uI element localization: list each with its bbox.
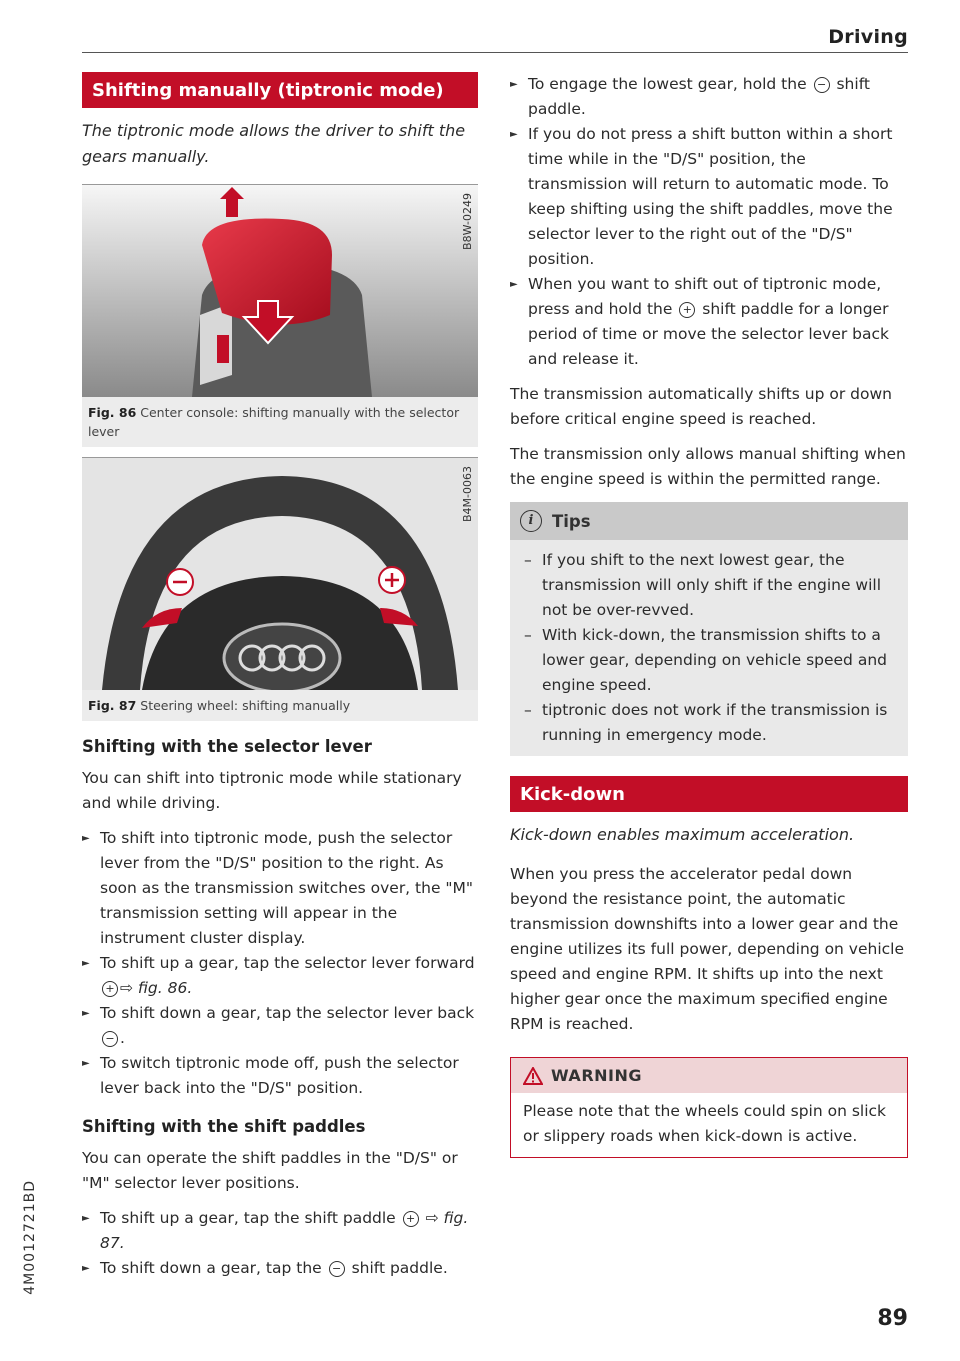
figure-86 — [82, 184, 478, 397]
intro-text: The tiptronic mode allows the driver to shift the gears manually. — [82, 121, 466, 166]
warning-title: WARNING — [551, 1066, 642, 1085]
header-rule — [82, 52, 908, 53]
plus-symbol-icon: + — [403, 1211, 419, 1227]
selector-lever-illustration — [82, 185, 478, 397]
figure-87 — [82, 457, 478, 690]
document-code: 4M0012721BD — [22, 1180, 38, 1295]
fig87-caption: Fig. 87 Steering wheel: shifting manually — [82, 690, 478, 721]
bullet-item: ► If you do not press a shift button within a short time while in the "D/S" position, the transmission will return to automatic mode. To keep shifting using the shift paddles, move the selector lever to the right out of the "D/S" position. — [510, 122, 908, 272]
bullet-item: ► To shift down a gear, tap the selector lever back − . — [82, 1001, 478, 1051]
left-column — [82, 72, 478, 1281]
minus-symbol-icon: − — [814, 77, 830, 93]
tips-title: Tips — [552, 511, 591, 531]
fig-code: B4M-0063 — [461, 466, 474, 522]
heading-selector-lever: Shifting with the selector lever — [82, 737, 372, 756]
bullet-item: ► To switch tiptronic mode off, push the selector lever back into the "D/S" position. — [82, 1051, 478, 1101]
bullet-item: ► To engage the lowest gear, hold the − shift paddle. — [510, 72, 908, 122]
bullet-item: ► When you want to shift out of tiptronic mode, press and hold the + shift paddle for a longer period of time or move the selector lever back and release it. — [510, 272, 908, 372]
tips-box — [510, 502, 908, 756]
bullet-item: ► To shift up a gear, tap the shift paddle + ⇨ fig. 87. — [82, 1206, 478, 1256]
paragraph: You can shift into tiptronic mode while stationary and while driving. — [82, 769, 462, 812]
right-column — [510, 72, 908, 1158]
minus-symbol-icon: − — [329, 1261, 345, 1277]
warning-triangle-icon — [523, 1067, 543, 1085]
heading-tiptronic: Shifting manually (tiptronic mode) — [82, 72, 478, 108]
warning-text: Please note that the wheels could spin on slick or slippery roads when kick-down is active. — [523, 1102, 887, 1145]
paragraph: The transmission only allows manual shifting when the engine speed is within the permitted range. — [510, 445, 906, 488]
heading-shift-paddles: Shifting with the shift paddles — [82, 1117, 366, 1136]
info-icon: i — [520, 510, 542, 532]
tip-item: – tiptronic does not work if the transmission is running in emergency mode. — [510, 698, 908, 748]
paragraph: You can operate the shift paddles in the "D/S" or "M" selector lever positions. — [82, 1149, 458, 1192]
paragraph: When you press the accelerator pedal down beyond the resistance point, the automatic transmission downshifts into a lower gear and the engine utilizes its full power, depending on vehicle speed and engine RPM. It shifts up into the next higher gear once the maximum specified engine RPM is reached. — [510, 865, 905, 1033]
warning-box — [510, 1057, 908, 1158]
steering-wheel-illustration — [82, 458, 478, 690]
minus-symbol-icon: − — [102, 1031, 118, 1047]
kick-intro: Kick-down enables maximum acceleration. — [510, 825, 855, 844]
paragraph: The transmission automatically shifts up or down before critical engine speed is reached. — [510, 385, 892, 428]
bullet-item: ► To shift down a gear, tap the − shift paddle. — [82, 1256, 478, 1281]
fig-code: B8W-0249 — [461, 193, 474, 250]
plus-symbol-icon: + — [679, 302, 695, 318]
bullet-item: ► To shift up a gear, tap the selector lever forward + ⇨ fig. 86. — [82, 951, 478, 1001]
tip-item: – If you shift to the next lowest gear, the transmission will only shift if the engine will not be over-revved. — [510, 548, 908, 623]
tip-item: – With kick-down, the transmission shifts to a lower gear, depending on vehicle speed and engine speed. — [510, 623, 908, 698]
section-title: Driving — [828, 26, 908, 48]
fig86-caption: Fig. 86 Center console: shifting manually with the selector lever — [82, 397, 478, 447]
plus-symbol-icon: + — [102, 981, 118, 997]
page-number: 89 — [877, 1306, 908, 1331]
bullet-item: ► To shift into tiptronic mode, push the selector lever from the "D/S" position to the right. As soon as the transmission switches over, the "M" transmission setting will appear in the instrument cluster display. — [82, 826, 478, 951]
heading-kick-down: Kick-down — [510, 776, 908, 812]
